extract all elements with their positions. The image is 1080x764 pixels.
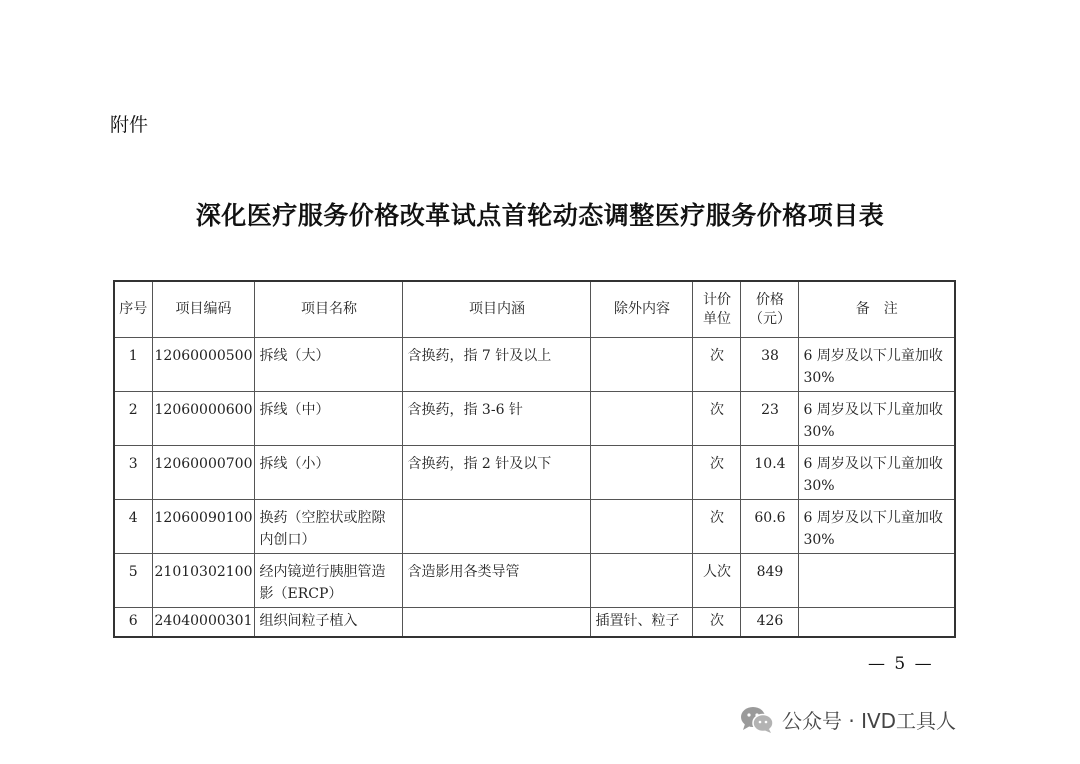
price-table [113, 280, 956, 638]
cell-no: 1 [114, 338, 152, 392]
header-note: 备 注 [799, 281, 955, 338]
cell-unit: 次 [693, 608, 741, 638]
header-content: 项目内涵 [403, 281, 591, 338]
cell-no: 2 [114, 392, 152, 446]
table-row [114, 608, 955, 638]
cell-price: 849 [741, 554, 799, 608]
wechat-icon [740, 706, 774, 734]
cell-note: 6 周岁及以下儿童加收 30% [799, 446, 955, 500]
cell-unit: 次 [693, 338, 741, 392]
cell-name: 经内镜逆行胰胆管造影（ERCP） [255, 554, 403, 608]
cell-note: 6 周岁及以下儿童加收 30% [799, 392, 955, 446]
cell-content: 含造影用各类导管 [403, 554, 591, 608]
header-no: 序号 [114, 281, 152, 338]
page-number: — 5 — [868, 654, 934, 674]
cell-no: 3 [114, 446, 152, 500]
attachment-label: 附件 [110, 114, 149, 136]
cell-price: 10.4 [741, 446, 799, 500]
cell-code: 12060090100 [152, 500, 255, 554]
cell-no: 4 [114, 500, 152, 554]
watermark-text: 公众号 · IVD工具人 [782, 709, 957, 733]
header-exclusion: 除外内容 [591, 281, 693, 338]
cell-price: 38 [741, 338, 799, 392]
cell-name: 组织间粒子植入 [255, 608, 403, 638]
cell-name: 换药（空腔状或腔隙内创口） [255, 500, 403, 554]
cell-content [403, 500, 591, 554]
cell-note [799, 608, 955, 638]
header-price: 价格（元） [741, 281, 799, 338]
cell-content: 含换药，指 7 针及以上 [403, 338, 591, 392]
header-unit: 计价单位 [693, 281, 741, 338]
cell-price: 60.6 [741, 500, 799, 554]
cell-name: 拆线（大） [255, 338, 403, 392]
cell-code: 24040000301 [152, 608, 255, 638]
cell-no: 5 [114, 554, 152, 608]
cell-content [403, 608, 591, 638]
cell-code: 12060000600 [152, 392, 255, 446]
cell-code: 12060000700 [152, 446, 255, 500]
cell-exclusion [591, 446, 693, 500]
cell-exclusion [591, 392, 693, 446]
cell-exclusion [591, 500, 693, 554]
table-header-row [114, 281, 955, 338]
cell-content: 含换药，指 3-6 针 [403, 392, 591, 446]
cell-code: 12060000500 [152, 338, 255, 392]
table-row [114, 338, 955, 392]
cell-price: 23 [741, 392, 799, 446]
watermark [740, 705, 956, 734]
table-row [114, 446, 955, 500]
cell-unit: 次 [693, 392, 741, 446]
cell-exclusion [591, 338, 693, 392]
cell-note: 6 周岁及以下儿童加收 30% [799, 338, 955, 392]
cell-name: 拆线（小） [255, 446, 403, 500]
table-row [114, 554, 955, 608]
cell-code: 21010302100 [152, 554, 255, 608]
cell-unit: 人次 [693, 554, 741, 608]
cell-exclusion: 插置针、粒子 [591, 608, 693, 638]
header-code: 项目编码 [152, 281, 255, 338]
header-name: 项目名称 [255, 281, 403, 338]
cell-name: 拆线（中） [255, 392, 403, 446]
cell-note [799, 554, 955, 608]
cell-unit: 次 [693, 446, 741, 500]
table-row [114, 392, 955, 446]
table-row [114, 500, 955, 554]
cell-price: 426 [741, 608, 799, 638]
document-title: 深化医疗服务价格改革试点首轮动态调整医疗服务价格项目表 [195, 201, 885, 230]
cell-content: 含换药，指 2 针及以下 [403, 446, 591, 500]
cell-note: 6 周岁及以下儿童加收 30% [799, 500, 955, 554]
cell-unit: 次 [693, 500, 741, 554]
cell-exclusion [591, 554, 693, 608]
cell-no: 6 [114, 608, 152, 638]
